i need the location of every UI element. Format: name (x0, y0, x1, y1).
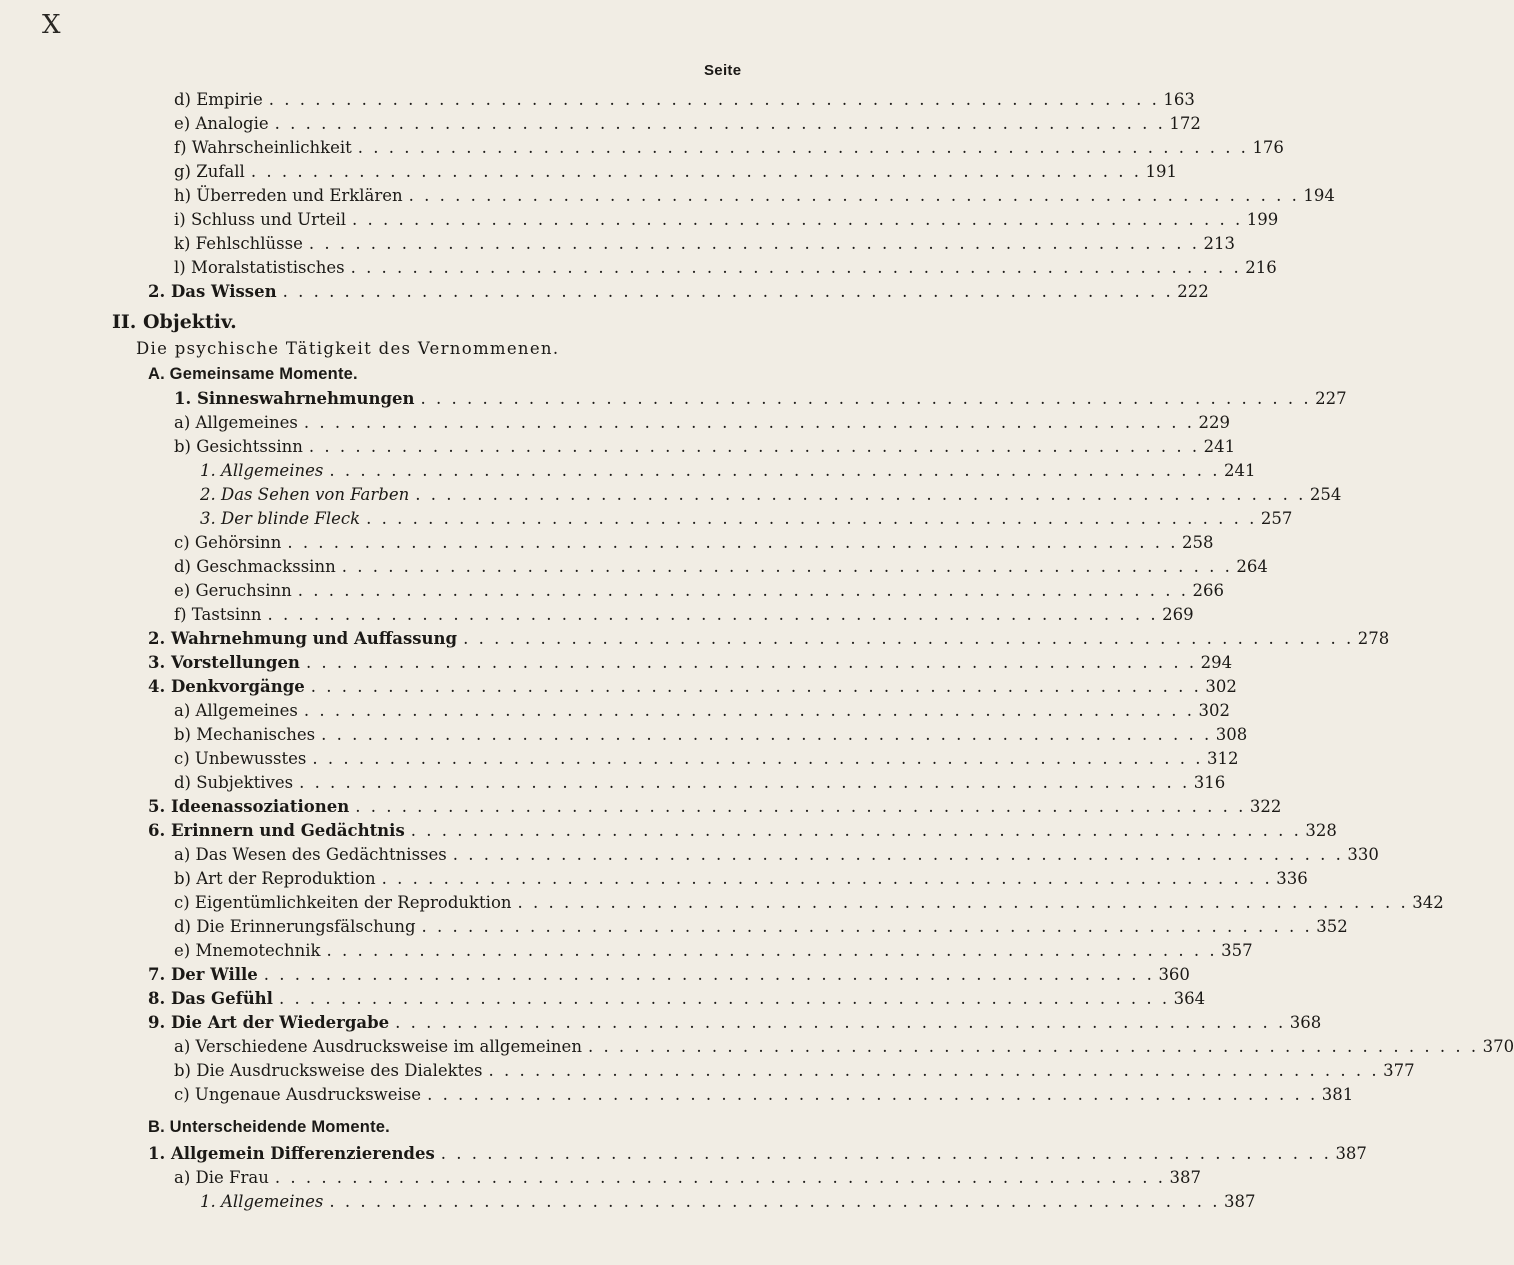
section-heading-a: A. Gemeinsame Momente. (148, 365, 358, 383)
page-number: X (42, 10, 61, 40)
toc-entry: 2. Das Sehen von Farben . . . . . . . . . . . . . . . . . . . . . . . . . . . . . . . . . . . . . . . . . . . . . . . . . . . . . . . . . . 254 (200, 485, 1342, 504)
toc-entry: e) Analogie . . . . . . . . . . . . . . . . . . . . . . . . . . . . . . . . . . . . . . . . . . . . . . . . . . . . . . . . . . 172 (174, 114, 1201, 133)
toc-entry: 1. Allgemeines . . . . . . . . . . . . . . . . . . . . . . . . . . . . . . . . . . . . . . . . . . . . . . . . . . . . . . . . . . 387 (200, 1192, 1256, 1211)
toc-entry: a) Verschiedene Ausdrucksweise im allgemeinen . . . . . . . . . . . . . . . . . . . . . . . . . . . . . . . . . . . . . . . . . . . . . . . . . . . . . . . . . . 370 (174, 1037, 1514, 1056)
toc-entry: c) Ungenaue Ausdrucksweise . . . . . . . . . . . . . . . . . . . . . . . . . . . . . . . . . . . . . . . . . . . . . . . . . . . . . . . . . . 381 (174, 1085, 1354, 1104)
toc-entry: 6. Erinnern und Gedächtnis . . . . . . . . . . . . . . . . . . . . . . . . . . . . . . . . . . . . . . . . . . . . . . . . . . . . . . . . . . 328 (148, 821, 1337, 840)
toc-entry: 5. Ideenassoziationen . . . . . . . . . . . . . . . . . . . . . . . . . . . . . . . . . . . . . . . . . . . . . . . . . . . . . . . . . . 322 (148, 797, 1282, 816)
toc-entry: 1. Allgemeines . . . . . . . . . . . . . . . . . . . . . . . . . . . . . . . . . . . . . . . . . . . . . . . . . . . . . . . . . . 241 (200, 461, 1256, 480)
section-subtitle: Die psychische Tätigkeit des Vernommenen. (136, 339, 560, 358)
toc-entry: 8. Das Gefühl . . . . . . . . . . . . . . . . . . . . . . . . . . . . . . . . . . . . . . . . . . . . . . . . . . . . . . . . . . 364 (148, 989, 1206, 1008)
toc-entry: c) Gehörsinn . . . . . . . . . . . . . . . . . . . . . . . . . . . . . . . . . . . . . . . . . . . . . . . . . . . . . . . . . . 258 (174, 533, 1214, 552)
toc-entry: e) Mnemotechnik . . . . . . . . . . . . . . . . . . . . . . . . . . . . . . . . . . . . . . . . . . . . . . . . . . . . . . . . . . 357 (174, 941, 1253, 960)
toc-entry: b) Art der Reproduktion . . . . . . . . . . . . . . . . . . . . . . . . . . . . . . . . . . . . . . . . . . . . . . . . . . . . . . . . . . 336 (174, 869, 1308, 888)
toc-entry: 3. Vorstellungen . . . . . . . . . . . . . . . . . . . . . . . . . . . . . . . . . . . . . . . . . . . . . . . . . . . . . . . . . . 294 (148, 653, 1233, 672)
toc-entry: a) Das Wesen des Gedächtnisses . . . . . . . . . . . . . . . . . . . . . . . . . . . . . . . . . . . . . . . . . . . . . . . . . . . . . . . . . . 330 (174, 845, 1379, 864)
toc-entry: h) Überreden und Erklären . . . . . . . . . . . . . . . . . . . . . . . . . . . . . . . . . . . . . . . . . . . . . . . . . . . . . . . . . . 194 (174, 186, 1335, 205)
toc-entry: b) Gesichtssinn . . . . . . . . . . . . . . . . . . . . . . . . . . . . . . . . . . . . . . . . . . . . . . . . . . . . . . . . . . 241 (174, 437, 1236, 456)
toc-entry: 7. Der Wille . . . . . . . . . . . . . . . . . . . . . . . . . . . . . . . . . . . . . . . . . . . . . . . . . . . . . . . . . . 360 (148, 965, 1190, 984)
toc-entry: c) Unbewusstes . . . . . . . . . . . . . . . . . . . . . . . . . . . . . . . . . . . . . . . . . . . . . . . . . . . . . . . . . . 312 (174, 749, 1239, 768)
toc-entry: d) Die Erinnerungsfälschung . . . . . . . . . . . . . . . . . . . . . . . . . . . . . . . . . . . . . . . . . . . . . . . . . . . . . . . . . . 352 (174, 917, 1348, 936)
toc-entry: e) Geruchsinn . . . . . . . . . . . . . . . . . . . . . . . . . . . . . . . . . . . . . . . . . . . . . . . . . . . . . . . . . . 266 (174, 581, 1224, 600)
toc-entry: g) Zufall . . . . . . . . . . . . . . . . . . . . . . . . . . . . . . . . . . . . . . . . . . . . . . . . . . . . . . . . . . 191 (174, 162, 1178, 181)
toc-entry: a) Allgemeines . . . . . . . . . . . . . . . . . . . . . . . . . . . . . . . . . . . . . . . . . . . . . . . . . . . . . . . . . . 302 (174, 701, 1231, 720)
toc-entry: d) Subjektives . . . . . . . . . . . . . . . . . . . . . . . . . . . . . . . . . . . . . . . . . . . . . . . . . . . . . . . . . . 316 (174, 773, 1226, 792)
seite-label: Seite (704, 62, 742, 79)
toc-entry: c) Eigentümlichkeiten der Reproduktion . . . . . . . . . . . . . . . . . . . . . . . . . . . . . . . . . . . . . . . . . . . . . . . . . . . . . . . . . . 342 (174, 893, 1444, 912)
toc-entry: d) Geschmackssinn . . . . . . . . . . . . . . . . . . . . . . . . . . . . . . . . . . . . . . . . . . . . . . . . . . . . . . . . . . 264 (174, 557, 1268, 576)
toc-entry: 4. Denkvorgänge . . . . . . . . . . . . . . . . . . . . . . . . . . . . . . . . . . . . . . . . . . . . . . . . . . . . . . . . . . 302 (148, 677, 1237, 696)
toc-entry: 9. Die Art der Wiedergabe . . . . . . . . . . . . . . . . . . . . . . . . . . . . . . . . . . . . . . . . . . . . . . . . . . . . . . . . . . 368 (148, 1013, 1322, 1032)
section-heading-b: B. Unterscheidende Momente. (148, 1118, 390, 1136)
toc-entry: b) Mechanisches . . . . . . . . . . . . . . . . . . . . . . . . . . . . . . . . . . . . . . . . . . . . . . . . . . . . . . . . . . 308 (174, 725, 1248, 744)
toc-entry: d) Empirie . . . . . . . . . . . . . . . . . . . . . . . . . . . . . . . . . . . . . . . . . . . . . . . . . . . . . . . . . . 163 (174, 90, 1195, 109)
toc-entry: 1. Sinneswahrnehmungen . . . . . . . . . . . . . . . . . . . . . . . . . . . . . . . . . . . . . . . . . . . . . . . . . . . . . . . . . . 227 (174, 389, 1347, 408)
toc-entry: a) Die Frau . . . . . . . . . . . . . . . . . . . . . . . . . . . . . . . . . . . . . . . . . . . . . . . . . . . . . . . . . . 387 (174, 1168, 1202, 1187)
toc-entry: b) Die Ausdrucksweise des Dialektes . . . . . . . . . . . . . . . . . . . . . . . . . . . . . . . . . . . . . . . . . . . . . . . . . . . . . . . . . . 377 (174, 1061, 1415, 1080)
toc-entry: k) Fehlschlüsse . . . . . . . . . . . . . . . . . . . . . . . . . . . . . . . . . . . . . . . . . . . . . . . . . . . . . . . . . . 213 (174, 234, 1236, 253)
toc-entry: i) Schluss und Urteil . . . . . . . . . . . . . . . . . . . . . . . . . . . . . . . . . . . . . . . . . . . . . . . . . . . . . . . . . . 199 (174, 210, 1279, 229)
toc-entry: 2. Das Wissen . . . . . . . . . . . . . . . . . . . . . . . . . . . . . . . . . . . . . . . . . . . . . . . . . . . . . . . . . . 222 (148, 282, 1209, 301)
section-heading-ii: II. Objektiv. (112, 311, 237, 333)
toc-entry: 3. Der blinde Fleck . . . . . . . . . . . . . . . . . . . . . . . . . . . . . . . . . . . . . . . . . . . . . . . . . . . . . . . . . . 257 (200, 509, 1293, 528)
toc-entry: f) Tastsinn . . . . . . . . . . . . . . . . . . . . . . . . . . . . . . . . . . . . . . . . . . . . . . . . . . . . . . . . . . 269 (174, 605, 1194, 624)
toc-entry: 2. Wahrnehmung und Auffassung . . . . . . . . . . . . . . . . . . . . . . . . . . . . . . . . . . . . . . . . . . . . . . . . . . . . . . . . . . 278 (148, 629, 1390, 648)
toc-entry: f) Wahrscheinlichkeit . . . . . . . . . . . . . . . . . . . . . . . . . . . . . . . . . . . . . . . . . . . . . . . . . . . . . . . . . . 176 (174, 138, 1284, 157)
toc-entry: 1. Allgemein Differenzierendes . . . . . . . . . . . . . . . . . . . . . . . . . . . . . . . . . . . . . . . . . . . . . . . . . . . . . . . . . . 387 (148, 1144, 1367, 1163)
toc-entry: l) Moralstatistisches . . . . . . . . . . . . . . . . . . . . . . . . . . . . . . . . . . . . . . . . . . . . . . . . . . . . . . . . . . 216 (174, 258, 1277, 277)
toc-entry: a) Allgemeines . . . . . . . . . . . . . . . . . . . . . . . . . . . . . . . . . . . . . . . . . . . . . . . . . . . . . . . . . . 229 (174, 413, 1231, 432)
